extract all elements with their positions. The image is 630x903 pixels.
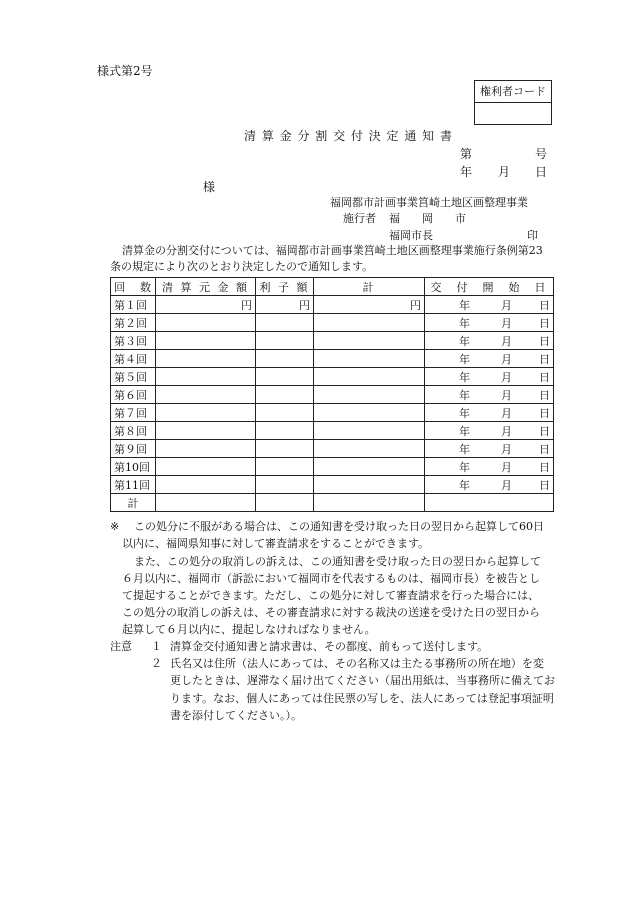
notes-label: 注意 (110, 640, 132, 653)
table-row (111, 296, 554, 314)
principal-amount-cell[interactable] (156, 458, 256, 476)
start-date-cell[interactable] (425, 350, 554, 368)
date-month-unit: 月 (501, 406, 512, 420)
date-day-unit: 日 (539, 298, 550, 312)
interest-amount-cell[interactable] (256, 440, 314, 458)
issuer-project: 福岡都市計画事業筥崎土地区画整理事業 (330, 196, 528, 209)
header-round: 回 数 (111, 278, 156, 296)
start-date-cell[interactable] (425, 314, 554, 332)
interest-amount-cell[interactable] (256, 368, 314, 386)
principal-amount-cell[interactable] (156, 440, 256, 458)
interest-amount-cell[interactable] (256, 350, 314, 368)
total-date-cell[interactable] (425, 494, 554, 512)
rights-holder-code-value[interactable] (475, 103, 551, 125)
date-year-unit: 年 (459, 406, 470, 420)
round-label: 第11回 (111, 476, 156, 494)
start-date-cell[interactable] (425, 386, 554, 404)
total-amount-cell[interactable] (314, 386, 425, 404)
table-row (111, 368, 554, 386)
start-date-parts (428, 315, 550, 331)
start-date-parts (428, 387, 550, 403)
total-amount-cell[interactable] (314, 368, 425, 386)
date-year-unit: 年 (459, 460, 470, 474)
interest-amount-cell[interactable] (256, 476, 314, 494)
principal-amount-cell[interactable] (156, 404, 256, 422)
table-row (111, 350, 554, 368)
principal-amount-cell[interactable] (156, 422, 256, 440)
principal-amount-cell[interactable] (156, 368, 256, 386)
note-1-number: １ (151, 640, 162, 653)
date-month-unit: 月 (501, 316, 512, 330)
note-2-line-3: ります。なお、個人にあっては住民票の写しを、法人にあっては登記事項証明 (170, 692, 554, 705)
date-month-unit: 月 (501, 478, 512, 492)
table-row (111, 458, 554, 476)
yen-unit: 円 (299, 298, 310, 312)
interest-amount-cell[interactable] (256, 422, 314, 440)
start-date-parts (428, 297, 550, 313)
interest-amount-cell[interactable] (256, 404, 314, 422)
date-day-unit: 日 (539, 388, 550, 402)
date-day-unit: 日 (539, 316, 550, 330)
total-sum-cell[interactable] (314, 494, 425, 512)
date-month-unit: 月 (501, 352, 512, 366)
total-amount-cell[interactable] (314, 350, 425, 368)
round-label: 第２回 (111, 314, 156, 332)
addressee-suffix: 様 (203, 180, 216, 194)
total-amount-cell[interactable] (314, 332, 425, 350)
start-date-parts (428, 405, 550, 421)
interest-amount-cell[interactable] (256, 458, 314, 476)
table-row (111, 440, 554, 458)
date-day-unit: 日 (539, 442, 550, 456)
total-interest-cell[interactable] (256, 494, 314, 512)
date-day-unit: 日 (539, 478, 550, 492)
table-row (111, 422, 554, 440)
round-label: 第５回 (111, 368, 156, 386)
header-start-date: 交 付 開 始 日 (425, 278, 554, 296)
date-year-unit: 年 (459, 442, 470, 456)
seal-mark: 印 (527, 229, 538, 242)
date-day-unit: 日 (539, 406, 550, 420)
doc-number-prefix: 第 (460, 147, 473, 161)
start-date-parts (428, 333, 550, 349)
start-date-parts (428, 423, 550, 439)
start-date-cell[interactable] (425, 404, 554, 422)
date-year-unit: 年 (459, 388, 470, 402)
notice-line-6: この処分の取消しの訴えは、その審査請求に対する裁決の送達を受けた日の翌日から (122, 606, 540, 619)
principal-amount-cell[interactable] (156, 386, 256, 404)
rights-holder-code-label: 権利者コード (475, 81, 551, 103)
start-date-cell[interactable] (425, 476, 554, 494)
total-amount-cell[interactable] (314, 422, 425, 440)
start-date-cell[interactable] (425, 332, 554, 350)
total-amount-cell[interactable] (314, 296, 425, 314)
start-date-parts (428, 477, 550, 493)
document-title: 清 算 金 分 割 交 付 決 定 通 知 書 (244, 129, 453, 143)
header-total: 計 (314, 278, 425, 296)
start-date-cell[interactable] (425, 422, 554, 440)
date-year-unit: 年 (459, 370, 470, 384)
start-date-cell[interactable] (425, 368, 554, 386)
table-total-row (111, 494, 554, 512)
principal-amount-cell[interactable] (156, 296, 256, 314)
interest-amount-cell[interactable] (256, 386, 314, 404)
start-date-parts (428, 441, 550, 457)
round-label: 第６回 (111, 386, 156, 404)
doc-date-day: 日 (535, 165, 548, 179)
date-month-unit: 月 (501, 442, 512, 456)
date-day-unit: 日 (539, 334, 550, 348)
date-month-unit: 月 (501, 334, 512, 348)
start-date-cell[interactable] (425, 440, 554, 458)
note-2-line-2: 更したときは、遅滞なく届け出てください（届出用紙は、当事務所に備えてお (170, 674, 555, 687)
intro-line-1: 清算金の分割交付については、福岡都市計画事業筥崎土地区画整理事業施行条例第23 (122, 244, 543, 257)
start-date-parts (428, 351, 550, 367)
notice-line-3: また、この処分の取消しの訴えは、この通知書を受け取った日の翌日から起算して (134, 555, 541, 568)
date-year-unit: 年 (459, 424, 470, 438)
start-date-parts (428, 459, 550, 475)
total-amount-cell[interactable] (314, 440, 425, 458)
date-year-unit: 年 (459, 298, 470, 312)
total-amount-cell[interactable] (314, 458, 425, 476)
note-2-number: ２ (151, 657, 162, 670)
principal-amount-cell[interactable] (156, 332, 256, 350)
table-row (111, 332, 554, 350)
doc-number-suffix: 号 (535, 147, 548, 161)
notice-line-1: この処分に不服がある場合は、この通知書を受け取った日の翌日から起算して60日 (134, 520, 544, 533)
date-year-unit: 年 (459, 478, 470, 492)
total-amount-cell[interactable] (314, 404, 425, 422)
date-month-unit: 月 (501, 460, 512, 474)
round-label: 第４回 (111, 350, 156, 368)
interest-amount-cell[interactable] (256, 314, 314, 332)
notice-line-7: 起算して６月以内に、提起しなければなりません。 (122, 623, 376, 636)
header-interest: 利 子 額 (256, 278, 314, 296)
date-month-unit: 月 (501, 298, 512, 312)
round-label: 第９回 (111, 440, 156, 458)
date-day-unit: 日 (539, 424, 550, 438)
date-year-unit: 年 (459, 316, 470, 330)
total-label: 計 (111, 494, 156, 512)
total-principal-cell[interactable] (156, 494, 256, 512)
note-1-line-1: 清算金交付通知書と請求書は、その都度、前もって送付します。 (170, 640, 489, 653)
date-day-unit: 日 (539, 370, 550, 384)
principal-amount-cell[interactable] (156, 476, 256, 494)
table-row (111, 386, 554, 404)
doc-date-year: 年 (460, 165, 473, 179)
total-amount-cell[interactable] (314, 314, 425, 332)
yen-unit: 円 (410, 298, 421, 312)
issuer-mayor: 福岡市長 (389, 229, 433, 242)
table-row (111, 314, 554, 332)
header-principal: 清 算 元 金 額 (156, 278, 256, 296)
date-month-unit: 月 (501, 370, 512, 384)
date-month-unit: 月 (501, 424, 512, 438)
form-number: 様式第2号 (97, 64, 153, 78)
rights-holder-code-box (474, 80, 552, 125)
note-2-line-4: 書を添付してください。）。 (170, 709, 302, 722)
issuer-executor-name: 福 岡 市 (389, 212, 466, 225)
notice-line-2: 以内に、福岡県知事に対して審査請求をすることができます。 (122, 537, 430, 550)
table-header-row (111, 278, 554, 296)
notice-line-4: ６月以内に、福岡市（訴訟において福岡市を代表するものは、福岡市長）を被告とし (122, 572, 540, 585)
date-year-unit: 年 (459, 334, 470, 348)
note-2-line-1: 氏名又は住所（法人にあっては、その名称又は主たる事務所の所在地）を変 (170, 657, 544, 670)
total-amount-cell[interactable] (314, 476, 425, 494)
table-body (111, 296, 554, 512)
issuer-executor-label: 施行者 (343, 212, 376, 225)
notice-line-5: て提起することができます。ただし、この処分に対して審査請求を行った場合には、 (122, 589, 540, 602)
installment-table (110, 277, 554, 512)
table-row (111, 476, 554, 494)
round-label: 第１回 (111, 296, 156, 314)
doc-date-month: 月 (498, 165, 511, 179)
date-year-unit: 年 (459, 352, 470, 366)
round-label: 第７回 (111, 404, 156, 422)
yen-unit: 円 (241, 298, 252, 312)
intro-line-2: 条の規定により次のとおり決定したので通知します。 (110, 260, 374, 273)
date-day-unit: 日 (539, 352, 550, 366)
round-label: 第10回 (111, 458, 156, 476)
start-date-cell[interactable] (425, 296, 554, 314)
principal-amount-cell[interactable] (156, 314, 256, 332)
interest-amount-cell[interactable] (256, 296, 314, 314)
date-day-unit: 日 (539, 460, 550, 474)
date-month-unit: 月 (501, 388, 512, 402)
principal-amount-cell[interactable] (156, 350, 256, 368)
round-label: 第３回 (111, 332, 156, 350)
start-date-parts (428, 369, 550, 385)
notice-mark: ※ (110, 520, 120, 533)
start-date-cell[interactable] (425, 458, 554, 476)
interest-amount-cell[interactable] (256, 332, 314, 350)
table-row (111, 404, 554, 422)
round-label: 第８回 (111, 422, 156, 440)
